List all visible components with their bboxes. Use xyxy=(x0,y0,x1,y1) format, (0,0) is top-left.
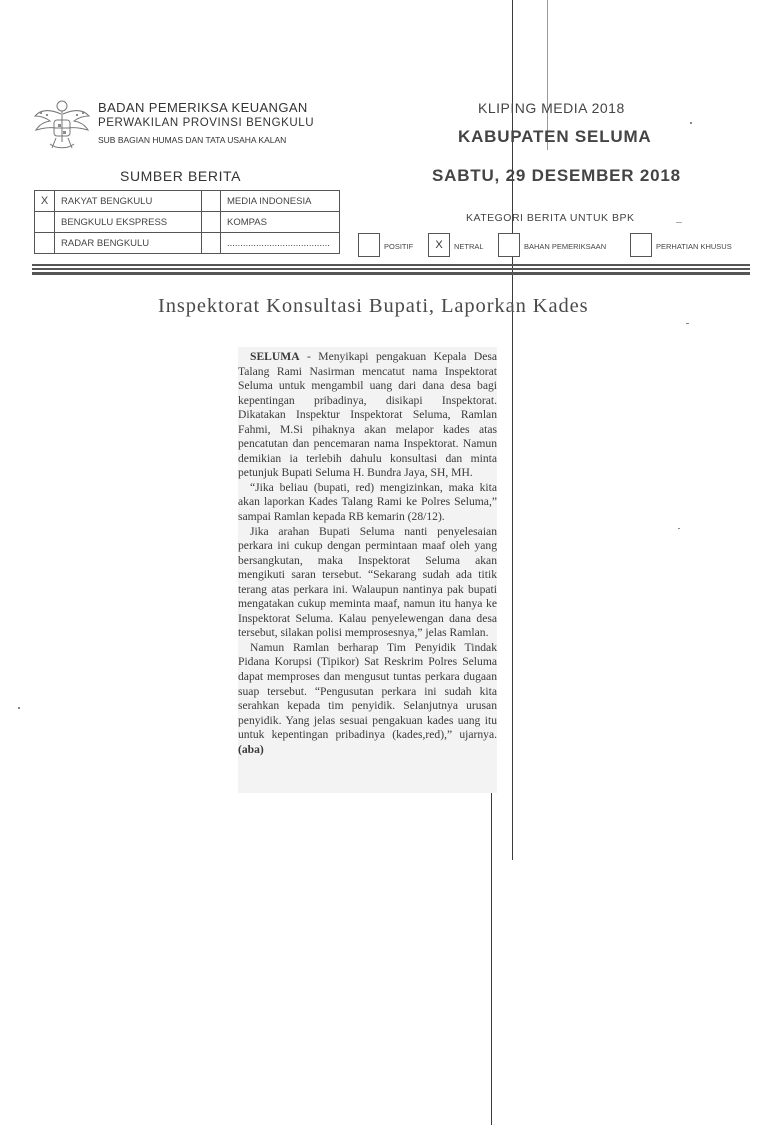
source-name: KOMPAS xyxy=(221,212,340,233)
source-checkbox xyxy=(202,191,221,212)
table-row xyxy=(35,212,340,233)
source-checkbox xyxy=(202,233,221,254)
category-label: PERHATIAN KHUSUS xyxy=(656,242,732,251)
scan-speck xyxy=(676,222,682,223)
newspaper-clipping xyxy=(238,347,497,793)
category-options xyxy=(358,233,746,257)
category-checkbox xyxy=(358,233,380,257)
article-paragraph: Jika arahan Bupati Seluma nanti penyelesaian perkara ini cukup dengan permintaan maaf oleh yang bersangkutan, maka Inspektorat Seluma akan mengikuti saran tersebut. “Sekarang sudah ada titik terang atas perkara ini. Walaupun nantinya pak bupati mengatakan cukup meminta maaf, namun itu hanya ke Inspektorat Seluma. Kalau penyelewengan dana desa tersebut, silakan polisi memprosesnya,” jelas Ramlan. xyxy=(238,524,497,640)
source-checkbox xyxy=(35,212,55,233)
source-name: RADAR BENGKULU xyxy=(55,233,202,254)
article-paragraph: Namun Ramlan berharap Tim Penyidik Tindak Pidana Korupsi (Tipikor) Sat Reskrim Polres Seluma dapat memproses dan mengusut tuntas perkara dugaan suap tersebut. “Pengusutan perkara ini sudah kita serahkan kepada tim penyidik. Selanjutnya urusan penyidik. Yang jelas sesuai pengakuan kades uang itu untuk kepentingan pribadinya (kades,red),” ujarnya.(aba) xyxy=(238,640,497,756)
article-body xyxy=(238,350,497,757)
article-paragraph: SELUMA - Menyikapi pengakuan Kepala Desa Talang Rami Nasirman mencatut nama Inspektorat Seluma untuk mengambil uang dari dana desa bagi kepentingan pribadinya, disikapi Inspektorat. Dikatakan Inspektur Inspektorat Seluma, Ramlan Fahmi, M.Si pihaknya akan melapor kades atas pencatutan dan pencemaran nama Inspektorat. Namun demikian ia terlebih dahulu konsultasi dan minta petunjuk Bupati Seluma H. Bundra Jaya, SH, MH. xyxy=(238,350,497,480)
garuda-emblem-icon xyxy=(32,94,92,156)
source-title: SUMBER BERITA xyxy=(120,168,242,184)
category-label: BAHAN PEMERIKSAAN xyxy=(524,242,607,251)
source-checkbox: X xyxy=(35,191,55,212)
agency-name: BADAN PEMERIKSA KEUANGAN xyxy=(98,100,308,115)
source-table xyxy=(34,190,340,254)
source-checkbox xyxy=(35,233,55,254)
table-row xyxy=(35,191,340,212)
category-label: POSITIF xyxy=(384,242,414,251)
category-checkbox xyxy=(630,233,652,257)
regency-title: KABUPATEN SELUMA xyxy=(458,127,652,146)
source-name: ....................................... xyxy=(221,233,340,254)
category-checkbox: X xyxy=(428,233,450,257)
scan-speck xyxy=(678,528,680,529)
source-checkbox xyxy=(202,212,221,233)
article-paragraph: “Jika beliau (bupati, red) mengizinkan, maka kita akan laporkan Kades Talang Rami ke Polres Seluma,” sampai Ramlan kepada RB kemarin (28/12). xyxy=(238,480,497,524)
header-divider xyxy=(32,268,750,270)
article-signature: (aba) xyxy=(238,742,264,756)
scan-speck xyxy=(18,707,20,709)
source-name: BENGKULU EKSPRESS xyxy=(55,212,202,233)
article-headline: Inspektorat Konsultasi Bupati, Laporkan Kades xyxy=(158,295,589,317)
scan-speck xyxy=(686,323,689,324)
clipping-date: SABTU, 29 DESEMBER 2018 xyxy=(432,166,681,185)
header-divider xyxy=(32,264,750,266)
scan-speck xyxy=(690,122,692,124)
subdivision-name: SUB BAGIAN HUMAS DAN TATA USAHA KALAN xyxy=(98,135,287,145)
office-name: PERWAKILAN PROVINSI BENGKULU xyxy=(98,117,315,129)
header-divider xyxy=(32,272,750,275)
category-label: NETRAL xyxy=(454,242,484,251)
kliping-title: KLIPING MEDIA 2018 xyxy=(478,100,625,116)
source-name: MEDIA INDONESIA xyxy=(221,191,340,212)
table-row xyxy=(35,233,340,254)
article-dateline: SELUMA xyxy=(250,350,300,363)
source-name: RAKYAT BENGKULU xyxy=(55,191,202,212)
category-title: KATEGORI BERITA UNTUK BPK xyxy=(466,212,635,224)
category-checkbox xyxy=(498,233,520,257)
